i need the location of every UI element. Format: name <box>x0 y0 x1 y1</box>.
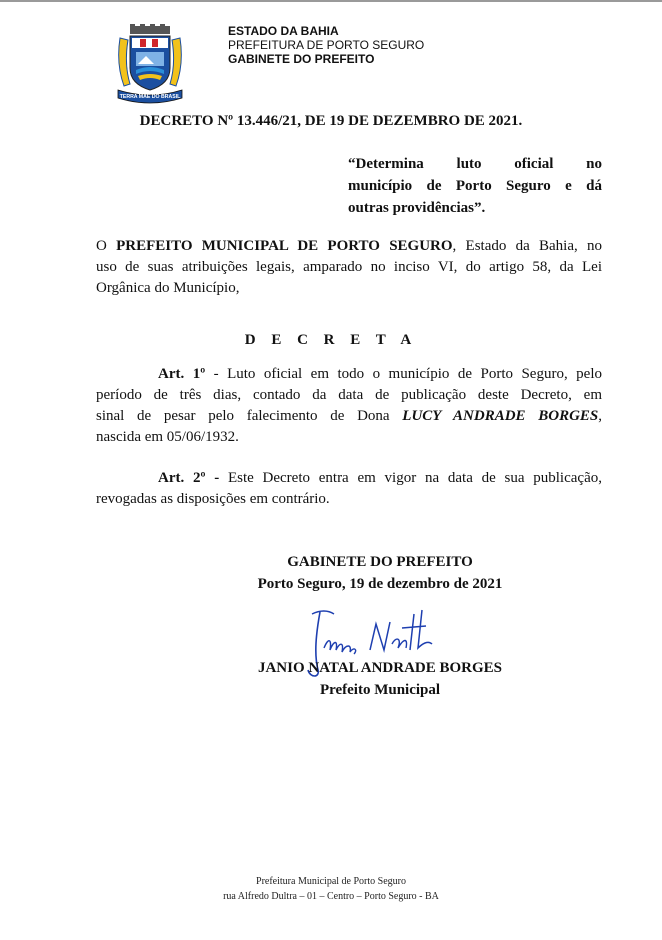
preamble-line1-rest: , Estado da Bahia, no <box>452 238 602 254</box>
crest-motto: TERRA MÃE DO BRASIL <box>119 94 181 100</box>
decreta-heading: D E C R E T A <box>244 332 418 348</box>
preamble-line <box>96 236 602 257</box>
deceased-name: LUCY ANDRADE BORGES <box>402 408 599 424</box>
article-1-label: Art. 1º <box>158 366 206 382</box>
article-1-line: período de três dias, contado da data de publicação deste Decreto, em <box>96 387 602 403</box>
coat-of-arms-logo <box>116 24 184 104</box>
signatory-role: Prefeito Municipal <box>319 682 441 698</box>
signature-place-date: Porto Seguro, 19 de dezembro de 2021 <box>257 576 503 592</box>
article-1-line3-end: , <box>598 408 603 424</box>
summary-line: outras providências”. <box>348 200 486 216</box>
preamble-paragraph <box>96 236 602 299</box>
article-1-line3-start: sinal de pesar pelo falecimento de Dona <box>96 408 403 424</box>
signatory-name: JANIO NATAL ANDRADE BORGES <box>257 660 503 676</box>
letterhead-office: GABINETE DO PREFEITO <box>228 52 375 66</box>
article-2-label: Art. 2º - <box>158 470 220 486</box>
preamble-authority: PREFEITO MUNICIPAL DE PORTO SEGURO <box>116 238 453 254</box>
footer-line: Prefeitura Municipal de Porto Seguro <box>256 876 406 887</box>
summary-line: “Determina luto oficial no <box>348 156 602 172</box>
preamble-line: uso de suas atribuições legais, amparado no inciso VI, do artigo 58, da Lei <box>96 259 602 275</box>
decree-summary <box>348 153 602 219</box>
preamble-line: Orgânica do Município, <box>96 280 240 296</box>
preamble-lead: O <box>96 238 117 254</box>
article-1-line1-rest: - Luto oficial em todo o município de Porto Seguro, pelo <box>205 366 602 382</box>
footer-line: rua Alfredo Dultra – 01 – Centro – Porto Seguro - BA <box>223 891 439 902</box>
article-1-line: nascida em 05/06/1932. <box>96 429 239 445</box>
page-top-border <box>0 0 662 2</box>
summary-line: município de Porto Seguro e dá <box>348 178 602 194</box>
article-1-line <box>96 364 602 385</box>
page-footer <box>0 874 662 904</box>
letterhead-city-hall: PREFEITURA DE PORTO SEGURO <box>228 38 425 52</box>
article-2-line: revogadas as disposições em contrário. <box>96 491 330 507</box>
letterhead-state: ESTADO DA BAHIA <box>228 24 339 38</box>
article-2-line1-rest: Este Decreto entra em vigor na data de sua publicação, <box>219 470 602 486</box>
article-1 <box>96 364 602 448</box>
article-1-line <box>96 406 602 427</box>
article-2 <box>96 468 602 510</box>
signature-office: GABINETE DO PREFEITO <box>287 554 473 570</box>
decree-title: DECRETO Nº 13.446/21, DE 19 DE DEZEMBRO DE 2021. <box>139 113 523 129</box>
letterhead <box>228 24 424 66</box>
article-2-line <box>96 468 602 489</box>
